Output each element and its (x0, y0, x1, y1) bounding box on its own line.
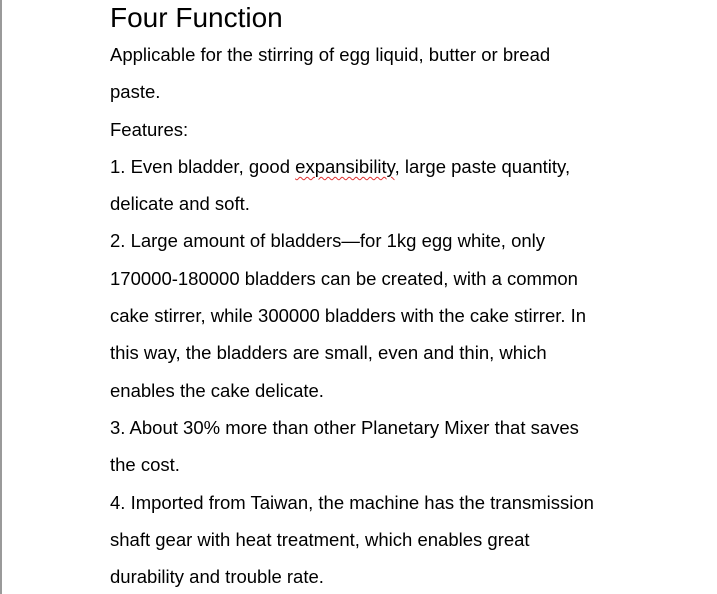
feature-2-line: 2. Large amount of bladders—for 1kg egg white, only (110, 230, 546, 252)
feature-4-line: 4. Imported from Taiwan, the machine has the transmission (110, 491, 594, 513)
text-span: , large paste quantity, (394, 155, 571, 177)
document-title: Four Function (110, 2, 283, 33)
text-line: cake stirrer, while 300000 bladders with the cake stirrer. In (110, 305, 587, 327)
text-line: enables the cake delicate. (110, 379, 324, 401)
misspelled-word[interactable]: expansibility (295, 155, 395, 177)
text-line: 170000-180000 bladders can be created, with a common (110, 267, 578, 289)
text-line: shaft gear with heat treatment, which enables great (110, 528, 530, 550)
text-line: this way, the bladders are small, even and thin, which (110, 342, 547, 364)
page-left-border (0, 0, 2, 594)
text-span: 1. Even bladder, good (110, 155, 296, 177)
text-line: delicate and soft. (110, 193, 250, 215)
feature-3-line: 3. About 30% more than other Planetary Mixer that saves (110, 416, 579, 438)
feature-1-line (110, 148, 710, 185)
document-body[interactable] (110, 0, 710, 594)
text-line: durability and trouble rate. (110, 566, 324, 588)
text-line: paste. (110, 81, 161, 103)
features-heading: Features: (110, 118, 189, 140)
text-line: Applicable for the stirring of egg liquid, butter or bread (110, 44, 551, 65)
text-line: the cost. (110, 454, 180, 476)
